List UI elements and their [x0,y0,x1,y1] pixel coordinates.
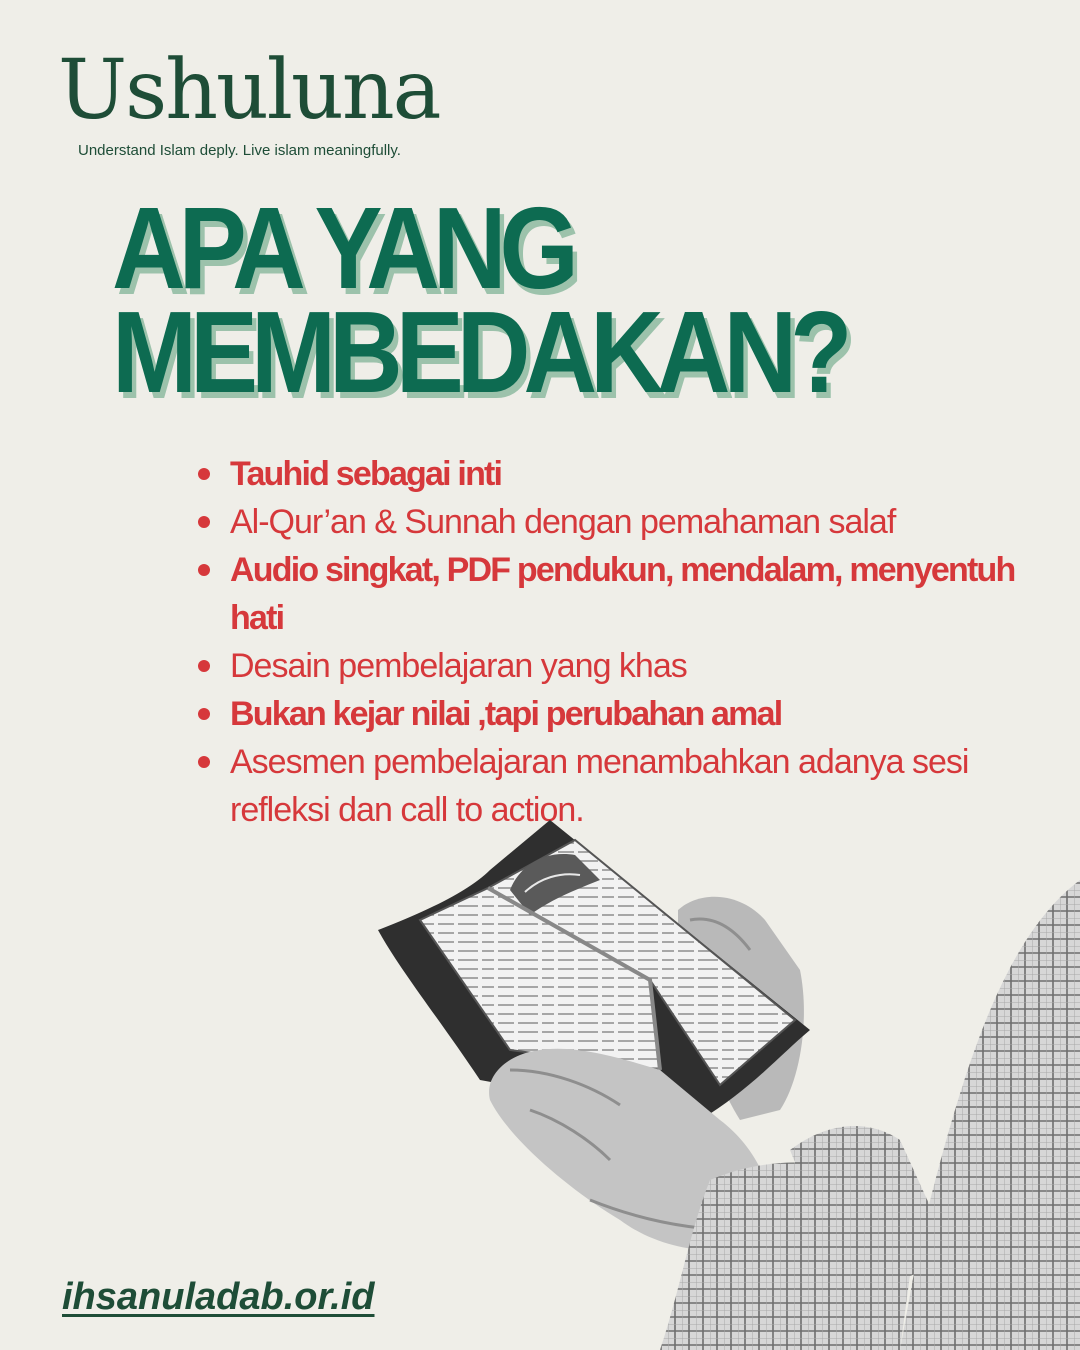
feature-item-audio-pdf: Audio singkat, PDF pendukun, mendalam, menyentuh hati [196,546,1056,642]
headline [112,183,846,417]
headline-line-2: MEMBEDAKAN? [112,287,846,417]
website-link[interactable]: ihsanuladab.or.id [62,1276,375,1318]
feature-item-quran-sunnah: Al-Qur’an & Sunnah dengan pemahaman salaf [196,498,1056,546]
feature-item-design: Desain pembelajaran yang khas [196,642,1056,690]
sleeve [900,880,1080,1350]
headline-line-1: APA YANG [112,183,572,313]
feature-item-amal: Bukan kejar nilai ,tapi perubahan amal [196,690,1056,738]
feature-item-tauhid: Tauhid sebagai inti [196,450,1056,498]
brand-name: Ushuluna [58,43,440,138]
quran-reading-photo [360,820,1080,1350]
feature-list [196,450,1056,834]
feature-item-assessment: Asesmen pembelajaran menambahkan adanya sesi refleksi dan call to action. [196,738,1056,834]
brand-logo [58,43,440,159]
brand-tagline: Understand Islam deply. Live islam meaningfully. [78,142,401,159]
